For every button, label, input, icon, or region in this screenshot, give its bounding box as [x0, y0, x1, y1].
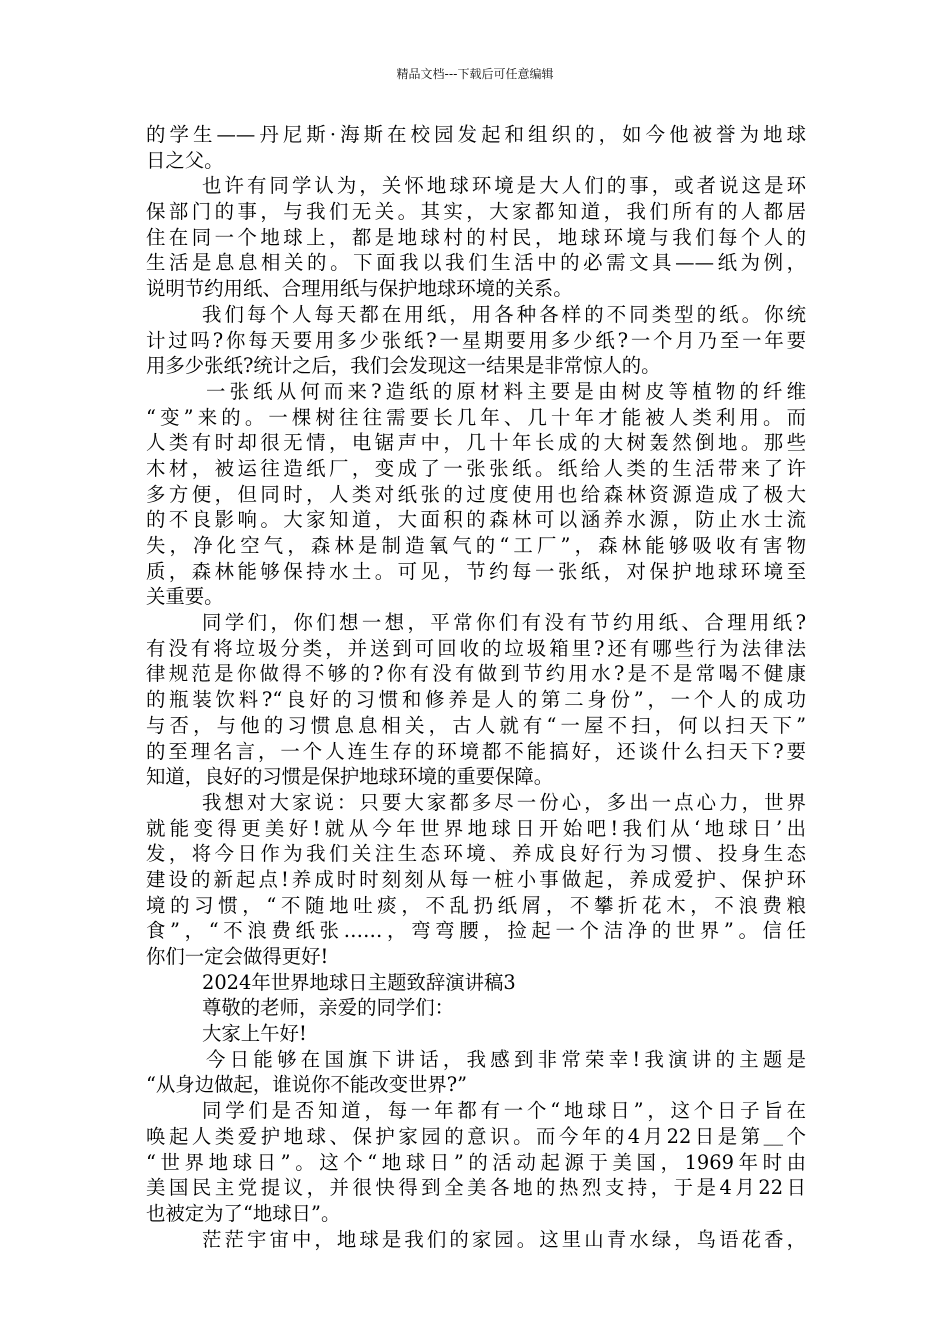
text-line: 多方便，但同时，人类对纸张的过度使用也给森林资源造成了极大 — [146, 482, 806, 506]
text-line: 唤起人类爱护地球、保护家园的意识。而今年的4月22日是第＿个 — [146, 1124, 806, 1148]
text-line: 发，将今日作为我们关注生态环境、养成良好行为习惯、投身生态 — [146, 842, 806, 866]
text-line: “从身边做起，谁说你不能改变世界?” — [146, 1073, 468, 1097]
text-line: 人类有时却很无情，电锯声中，几十年长成的大树轰然倒地。那些 — [146, 431, 806, 455]
text-line: 大家上午好! — [202, 1022, 307, 1046]
text-line: 住在同一个地球上，都是地球村的村民，地球环境与我们每个人的 — [146, 225, 806, 249]
text-line: 有没有将垃圾分类，并送到可回收的垃圾箱里?还有哪些行为法律法 — [146, 636, 806, 660]
text-line: 美国民主党提议，并很快得到全美各地的热烈支持，于是4月22日 — [146, 1176, 806, 1200]
text-line: 也许有同学认为，关怀地球环境是大人们的事，或者说这是环 — [202, 174, 806, 198]
text-line: 律规范是你做得不够的?你有没有做到节约用水?是不是常喝不健康 — [146, 662, 806, 686]
text-line: 就能变得更美好!就从今年世界地球日开始吧!我们从‘地球日’出 — [146, 816, 806, 840]
text-line: “变”来的。一棵树往往需要长几年、几十年才能被人类利用。而 — [146, 405, 806, 429]
text-line: 的不良影响。大家知道，大面积的森林可以涵养水源，防止水士流 — [146, 508, 806, 532]
text-line: 食”，“不浪费纸张……，弯弯腰，捡起一个洁净的世界”。信任 — [146, 919, 806, 943]
text-line: 用多少张纸?统计之后，我们会发现这一结果是非常惊人的。 — [146, 354, 661, 378]
text-line: 同学们，你们想一想，平常你们有没有节约用纸、合理用纸? — [202, 611, 806, 635]
text-line: 与否，与他的习惯息息相关，古人就有“一屋不扫，何以扫天下” — [146, 713, 806, 737]
text-line: 关重要。 — [146, 585, 224, 609]
text-line: 今日能够在国旗下讲话，我感到非常荣幸!我演讲的主题是 — [206, 1047, 806, 1071]
text-line: 建设的新起点!养成时时刻刻从每一桩小事做起，养成爱护、保护环 — [146, 867, 806, 891]
text-line: 你们一定会做得更好! — [146, 945, 329, 968]
text-line: 质，森林能够保持水土。可见，节约每一张纸，对保护地球环境至 — [146, 559, 806, 583]
text-line: 我们每个人每天都在用纸，用各种各样的不同类型的纸。你统 — [202, 302, 806, 326]
text-line: 也被定为了“地球日”。 — [146, 1201, 341, 1225]
text-line: 尊敬的老师，亲爱的同学们： — [202, 996, 455, 1020]
document-body — [146, 122, 806, 1252]
text-line: 日之父。 — [146, 148, 224, 172]
text-line: 境的习惯，“不随地吐痰，不乱扔纸屑，不攀折花木，不浪费粮 — [146, 893, 806, 917]
text-line: 2024年世界地球日主题致辞演讲稿3 — [202, 970, 516, 994]
text-line: 说明节约用纸、合理用纸与保护地球环境的关系。 — [146, 277, 573, 301]
text-line: 生活是息息相关的。下面我以我们生活中的必需文具——纸为例， — [146, 251, 806, 275]
text-line: 的学生——丹尼斯·海斯在校园发起和组织的，如今他被誉为地球 — [146, 123, 806, 146]
text-line: “世界地球日”。这个“地球日”的活动起源于美国，1969年时由 — [146, 1150, 806, 1174]
page-header: 精品文档---下载后可任意编辑 — [396, 67, 554, 81]
text-line: 同学们是否知道，每一年都有一个“地球日”，这个日子旨在 — [202, 1099, 806, 1123]
text-line: 木材，被运往造纸厂，变成了一张张纸。纸给人类的生活带来了许 — [146, 456, 806, 480]
text-line: 我想对大家说：只要大家都多尽一份心，多出一点心力，世界 — [202, 790, 806, 814]
text-line: 失，净化空气，森林是制造氧气的“工厂”，森林能够吸收有害物 — [146, 534, 806, 557]
text-line: 计过吗?你每天要用多少张纸?一星期要用多少纸?一个月乃至一年要 — [146, 328, 806, 352]
text-line: 茫茫宇宙中，地球是我们的家园。这里山青水绿，鸟语花香， — [202, 1227, 806, 1251]
text-line: 知道，良好的习惯是保护地球环境的重要保障。 — [146, 765, 554, 789]
text-line: 保部门的事，与我们无关。其实，大家都知道，我们所有的人都居 — [146, 200, 806, 224]
text-line: 一张纸从何而来?造纸的原材料主要是由树皮等植物的纤维 — [206, 379, 806, 403]
text-line: 的至理名言，一个人连生存的环境都不能搞好，还谈什么扫天下?要 — [146, 739, 806, 763]
text-line: 的瓶装饮料?“良好的习惯和修养是人的第二身份”，一个人的成功 — [146, 688, 806, 712]
